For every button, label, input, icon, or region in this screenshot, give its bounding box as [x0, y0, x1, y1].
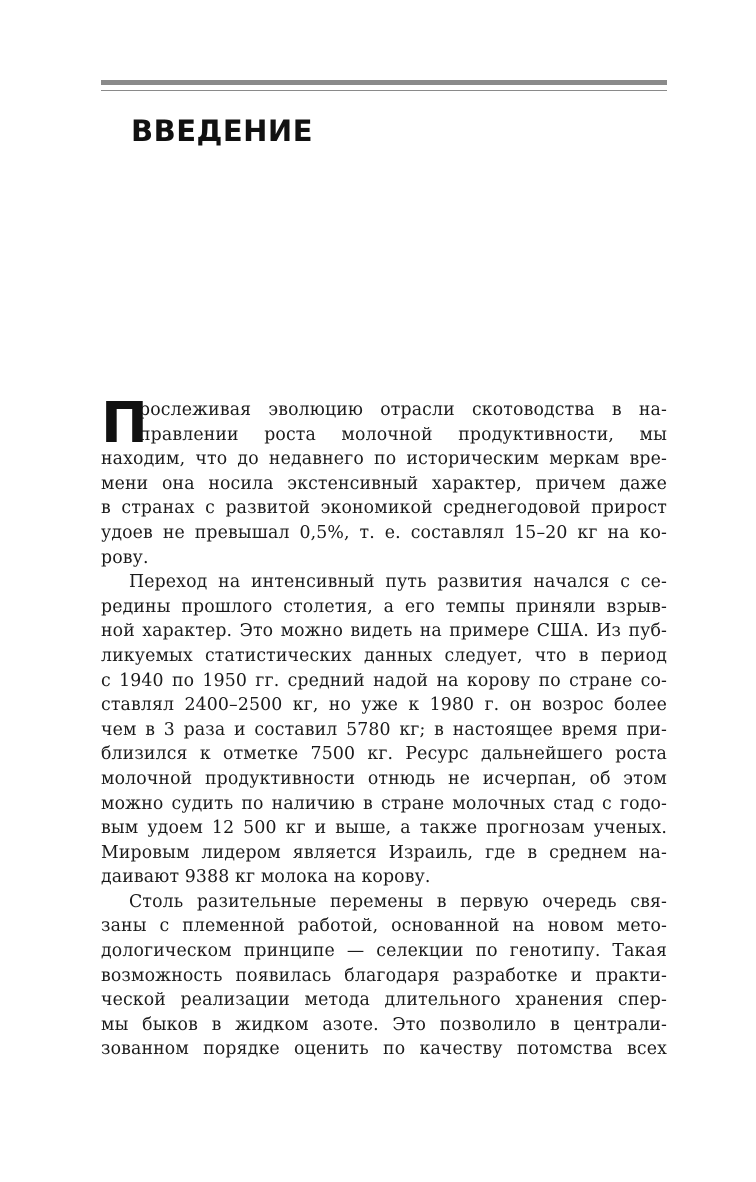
text-line: находим, что до недавнего по историческим меркам вре- — [101, 449, 667, 470]
paragraph-3 — [101, 890, 667, 1062]
text-line: чем в 3 раза и составил 5780 кг; в настоящее время при- — [101, 719, 667, 740]
text-line: рослеживая эволюцию отрасли скотоводства в на- — [139, 400, 667, 420]
text-line: можно судить по наличию в стране молочных стад с годо- — [101, 793, 667, 814]
text-line: даивают 9388 кг молока на корову. — [101, 867, 431, 888]
text-line: в странах с развитой экономикой среднегодовой прирост — [101, 498, 667, 519]
text-line: ставлял 2400–2500 кг, но уже к 1980 г. он возрос более — [101, 695, 667, 716]
text-line: Переход на интенсивный путь развития начался с се- — [129, 572, 667, 593]
chapter-title: ВВЕДЕНИЕ — [131, 114, 314, 148]
text-line: зованном порядке оценить по качеству потомства всех — [101, 1039, 667, 1060]
text-line: молочной продуктивности отнюдь не исчерпан, об этом — [101, 768, 667, 789]
drop-cap: П — [101, 391, 148, 456]
text-line: удоев не превышал 0,5%, т. е. составлял 15–20 кг на ко- — [101, 522, 667, 543]
text-line: заны с племенной работой, основанной на новом мето- — [101, 916, 667, 937]
text-line: возможность появилась благодаря разработке и практи- — [101, 965, 667, 986]
text-line: ликуемых статистических данных следует, что в период — [101, 645, 667, 666]
text-line: мени она носила экстенсивный характер, причем даже — [101, 473, 667, 494]
text-line: с 1940 по 1950 гг. средний надой на корову по стране со- — [101, 670, 667, 691]
body-text — [101, 391, 667, 1062]
text-line: редины прошлого столетия, а его темпы приняли взрыв- — [101, 596, 667, 617]
text-line: Мировым лидером является Израиль, где в среднем на- — [101, 842, 667, 863]
paragraph-2 — [101, 570, 667, 890]
header-rule-thick — [101, 80, 667, 85]
text-line: вым удоем 12 500 кг и выше, а также прогнозам ученых. — [101, 818, 667, 839]
paragraph-1 — [101, 391, 667, 570]
text-line: Столь разительные перемены в первую очередь свя- — [129, 891, 667, 912]
text-line: ческой реализации метода длительного хранения спер- — [101, 990, 667, 1011]
text-line: дологическом принципе — селекции по генотипу. Такая — [101, 941, 667, 962]
text-line: мы быков в жидком азоте. Это позволило в централи- — [101, 1014, 667, 1035]
text-line: рову. — [101, 547, 149, 568]
text-line: близился к отметке 7500 кг. Ресурс дальнейшего роста — [101, 744, 667, 765]
text-line: ной характер. Это можно видеть на примере США. Из пуб- — [101, 621, 667, 642]
header-rule-thin — [101, 90, 667, 91]
text-line: правлении роста молочной продуктивности, мы — [139, 424, 667, 445]
